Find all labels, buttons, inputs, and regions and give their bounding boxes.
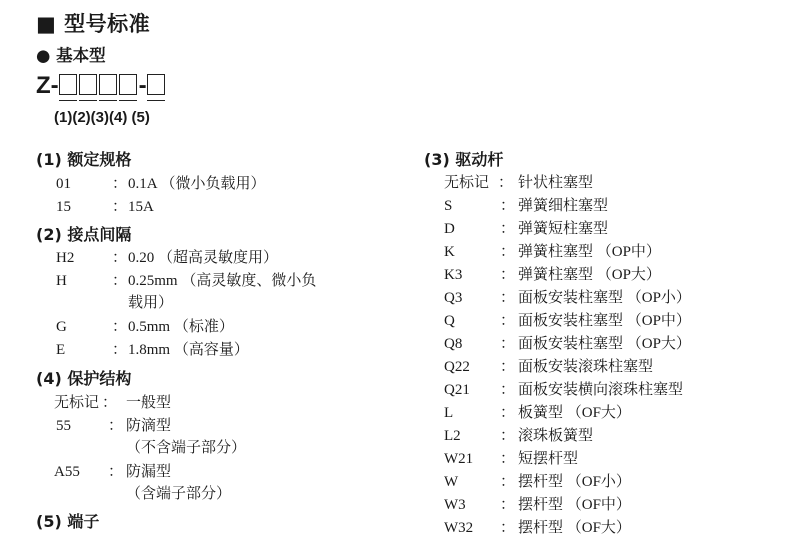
model-dash: - xyxy=(138,72,147,99)
row-code: 无标记 xyxy=(54,395,100,411)
row-colon: ： xyxy=(500,359,516,375)
row-text: 15A xyxy=(128,199,154,215)
row-colon: ： xyxy=(500,290,516,306)
row-text: 针状柱塞型 xyxy=(518,175,594,191)
row-text-continued: 载用） xyxy=(128,295,174,311)
row-text: 滚珠板簧型 xyxy=(518,428,594,444)
row-text: 防滴型 xyxy=(126,418,172,434)
model-code-pattern xyxy=(36,72,167,100)
section-heading-rating: (1) 额定规格 xyxy=(36,150,132,169)
model-prefix: Z- xyxy=(36,72,59,99)
row-colon: ： xyxy=(102,395,118,411)
row-code: 15 xyxy=(56,199,71,215)
page-title: ■ 型号标准 xyxy=(36,12,151,36)
row-colon: ： xyxy=(500,267,516,283)
row-text: 弹簧柱塞型 （OP大） xyxy=(518,267,661,283)
row-code: K xyxy=(444,244,455,260)
row-colon: ： xyxy=(500,313,516,329)
row-text: 板簧型 （OF大） xyxy=(518,405,631,421)
row-text: 面板安装柱塞型 （OP大） xyxy=(518,336,691,352)
row-colon: ： xyxy=(112,199,128,215)
row-text-continued: （不含端子部分） xyxy=(126,440,247,456)
row-colon: ： xyxy=(500,428,516,444)
section-heading-terminal: (5) 端子 xyxy=(36,512,100,531)
model-slot-box xyxy=(99,74,117,95)
row-text: 面板安装柱塞型 （OP小） xyxy=(518,290,691,306)
row-colon: ： xyxy=(112,273,128,289)
row-colon: ： xyxy=(112,342,128,358)
row-code: G xyxy=(56,319,67,335)
row-code: W32 xyxy=(444,520,474,536)
row-text: 一般型 xyxy=(126,395,172,411)
row-text: 0.20 （超高灵敏度用） xyxy=(128,250,279,266)
row-colon: ： xyxy=(500,451,516,467)
model-slot-box xyxy=(147,74,165,95)
row-text: 面板安装横向滚珠柱塞型 xyxy=(518,382,684,398)
row-code: 无标记 xyxy=(444,175,490,191)
row-text: 弹簧短柱塞型 xyxy=(518,221,609,237)
row-text: 0.5mm （标准） xyxy=(128,319,234,335)
row-text: 面板安装柱塞型 （OP中） xyxy=(518,313,691,329)
row-colon: ： xyxy=(112,176,128,192)
row-code: L2 xyxy=(444,428,461,444)
row-code: K3 xyxy=(444,267,463,283)
row-code: 01 xyxy=(56,176,71,192)
row-code: H xyxy=(56,273,67,289)
row-colon: ： xyxy=(500,520,516,536)
row-colon: ： xyxy=(500,198,516,214)
row-text: 短摆杆型 xyxy=(518,451,579,467)
row-text: 1.8mm （高容量） xyxy=(128,342,249,358)
row-colon: ： xyxy=(500,497,516,513)
row-text-continued: （含端子部分） xyxy=(126,486,232,502)
row-code: E xyxy=(56,342,66,358)
row-colon: ： xyxy=(108,418,124,434)
row-text: 弹簧细柱塞型 xyxy=(518,198,609,214)
row-colon: ： xyxy=(500,382,516,398)
row-colon: ： xyxy=(500,221,516,237)
row-code: A55 xyxy=(54,464,80,480)
row-code: H2 xyxy=(56,250,75,266)
model-slot-box xyxy=(79,74,97,95)
row-text: 摆杆型 （OF中） xyxy=(518,497,631,513)
row-text: 面板安装滚珠柱塞型 xyxy=(518,359,654,375)
row-text: 摆杆型 （OF小） xyxy=(518,474,631,490)
row-code: L xyxy=(444,405,454,421)
section-heading-actuator: (3) 驱动杆 xyxy=(424,150,504,169)
row-code: Q xyxy=(444,313,455,329)
section-heading-contact-gap: (2) 接点间隔 xyxy=(36,225,132,244)
row-colon: ： xyxy=(112,250,128,266)
model-slot-box xyxy=(59,74,77,95)
row-text: 弹簧柱塞型 （OP中） xyxy=(518,244,661,260)
row-colon: ： xyxy=(108,464,124,480)
row-colon: ： xyxy=(500,336,516,352)
row-text: 0.1A （微小负载用） xyxy=(128,176,266,192)
row-text: 0.25mm （高灵敏度、微小负 xyxy=(128,273,317,289)
row-colon: ： xyxy=(112,319,128,335)
row-colon: ： xyxy=(500,474,516,490)
row-code: W xyxy=(444,474,459,490)
model-index-labels: (1)(2)(3)(4) (5) xyxy=(54,109,150,126)
row-code: W3 xyxy=(444,497,466,513)
row-colon: ： xyxy=(498,175,514,191)
row-code: D xyxy=(444,221,455,237)
section-heading-protection: (4) 保护结构 xyxy=(36,369,132,388)
section-subtitle: ● 基本型 xyxy=(36,46,106,65)
row-code: Q8 xyxy=(444,336,463,352)
row-text: 防漏型 xyxy=(126,464,172,480)
row-code: Q21 xyxy=(444,382,470,398)
row-colon: ： xyxy=(500,244,516,260)
model-slot-box xyxy=(119,74,137,95)
row-colon: ： xyxy=(500,405,516,421)
row-text: 摆杆型 （OF大） xyxy=(518,520,631,536)
row-code: W21 xyxy=(444,451,474,467)
row-code: S xyxy=(444,198,453,214)
row-code: Q3 xyxy=(444,290,463,306)
row-code: Q22 xyxy=(444,359,470,375)
row-code: 55 xyxy=(56,418,71,434)
